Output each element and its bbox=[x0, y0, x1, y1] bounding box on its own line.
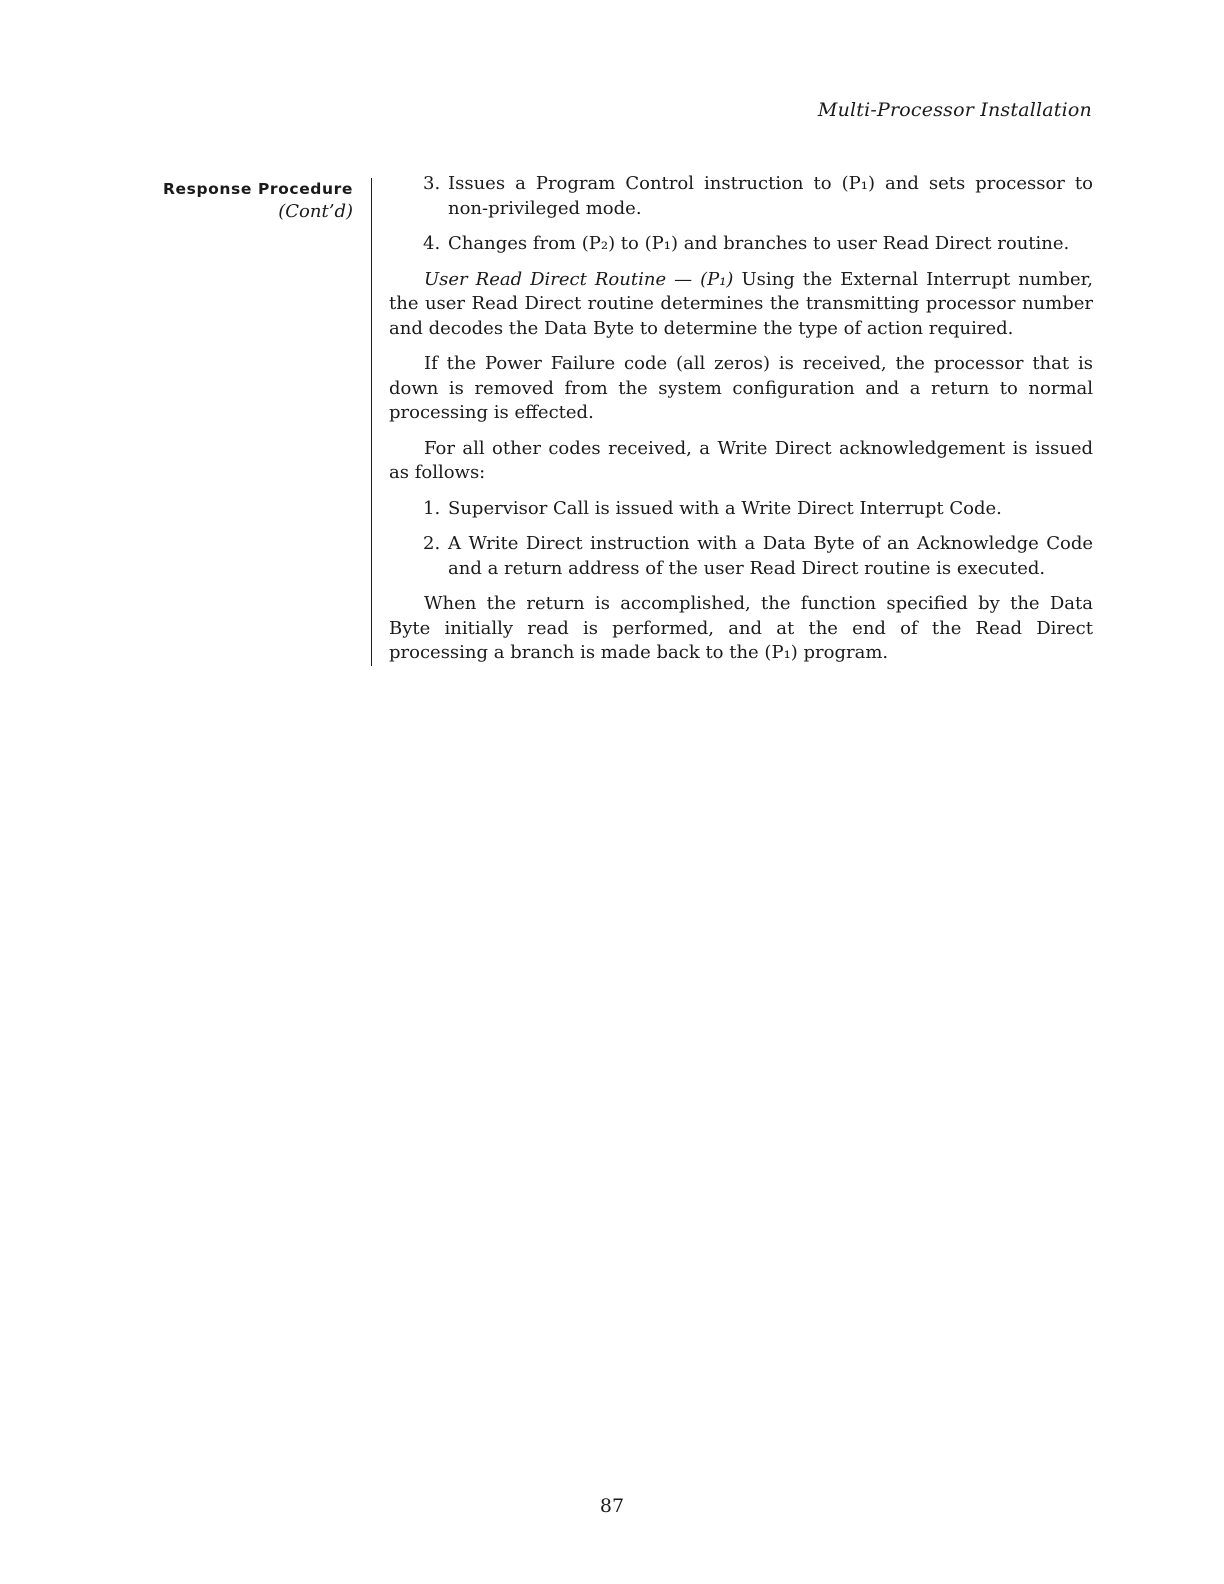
list-text: Changes from (P₂) to (P₁) and branches to user Read Direct routine. bbox=[448, 233, 1070, 254]
routine-text: Using the External Interrupt number, the user Read Direct routine determines the transmitting processor number and decodes the Data Byte to determine the type of action required. bbox=[389, 268, 1093, 339]
list-number: 4. bbox=[423, 233, 441, 254]
paragraph-when-return: When the return is accomplished, the function specified by the Data Byte initially read is performed, and at the end of the Read Direct processing a branch is made back to the (P₁) program. bbox=[389, 593, 1093, 663]
side-heading-continued: (Cont’d) bbox=[278, 201, 353, 222]
body-text bbox=[389, 172, 1093, 677]
margin-rule bbox=[371, 178, 372, 666]
paragraph-power-failure: If the Power Failure code (all zeros) is received, the processor that is down is removed from the system configuration and a return to normal processing is effected. bbox=[389, 353, 1093, 423]
routine-heading: User Read Direct Routine — (P₁) bbox=[424, 268, 734, 290]
side-heading bbox=[120, 178, 353, 224]
page-number: 87 bbox=[599, 1495, 625, 1517]
list-text: A Write Direct instruction with a Data Byte of an Acknowledge Code and a return address of the user Read Direct routine is executed. bbox=[448, 533, 1093, 579]
list-item bbox=[389, 532, 1093, 581]
side-heading-title: Response Procedure bbox=[162, 180, 353, 198]
list-number: 3. bbox=[423, 173, 441, 194]
list-item bbox=[389, 172, 1093, 221]
running-head: Multi-Processor Installation bbox=[817, 99, 1092, 121]
paragraph-other-codes: For all other codes received, a Write Direct acknowledgement is issued as follows: bbox=[389, 437, 1093, 483]
list-text: Supervisor Call is issued with a Write Direct Interrupt Code. bbox=[448, 497, 1002, 519]
paragraph-routine bbox=[389, 268, 1093, 342]
list-item bbox=[389, 232, 1093, 257]
list-number: 1. bbox=[423, 497, 441, 519]
list-text: Issues a Program Control instruction to (P₁) and sets processor to non-privileged mode. bbox=[448, 173, 1093, 219]
list-number: 2. bbox=[423, 533, 441, 554]
list-item bbox=[389, 497, 1093, 522]
